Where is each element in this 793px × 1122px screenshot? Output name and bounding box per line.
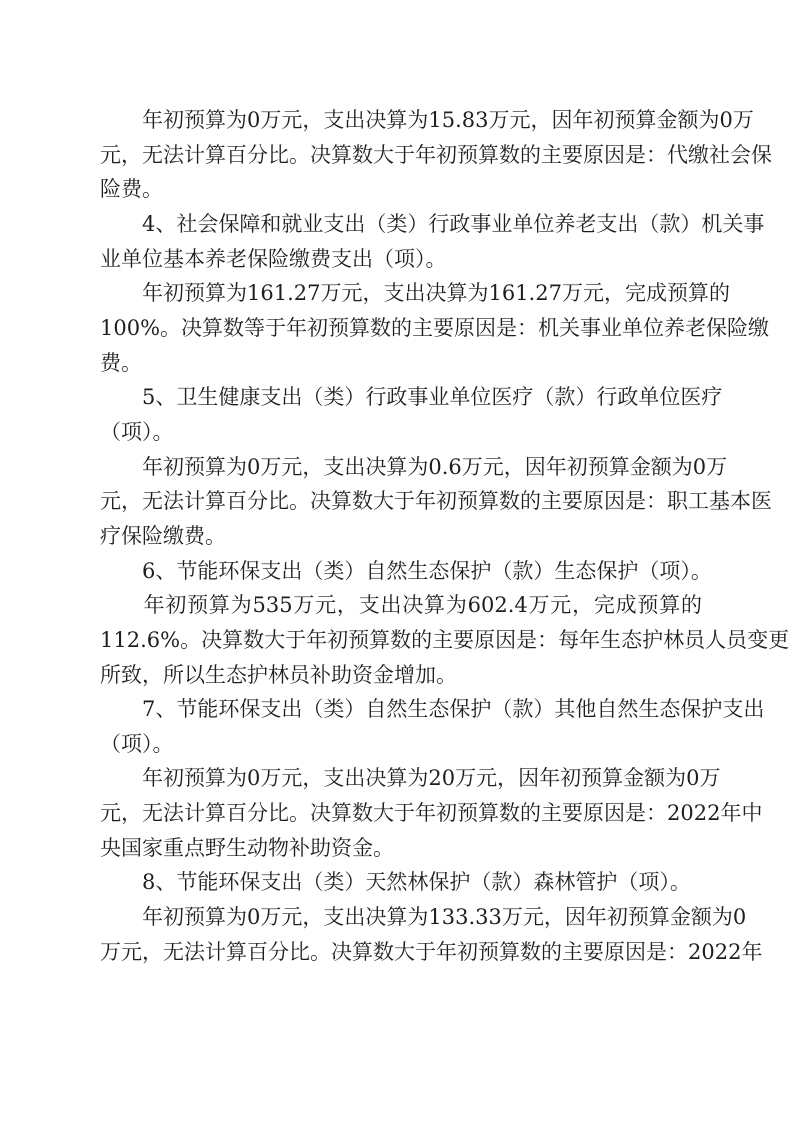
heading-item-5 <box>100 380 723 449</box>
text-line: 所致，所以生态护林员补助资金增加。 <box>100 662 457 687</box>
paragraph-item-6 <box>100 588 790 692</box>
text-line: 险费。 <box>100 177 163 202</box>
text-line: 万元，无法计算百分比。决算数大于年初预算数的主要原因是：2022年 <box>100 939 763 964</box>
text-line: 年初预算为0万元，支出决算为133.33万元，因年初预算金额为0 <box>100 905 747 930</box>
text-line: 年初预算为0万元，支出决算为15.83万元，因年初预算金额为0万 <box>100 108 754 132</box>
text-line: 疗保险缴费。 <box>100 523 226 548</box>
heading-item-7 <box>100 692 765 761</box>
text-line: 央国家重点野生动物补助资金。 <box>100 835 394 860</box>
text-line: （项）。 <box>100 731 174 756</box>
text-line: 112.6%。决算数大于年初预算数的主要原因是：每年生态护林员人员变更 <box>100 627 790 652</box>
text-line: 费。 <box>100 350 142 375</box>
text-line: 4、社会保障和就业支出（类）行政事业单位养老支出（款）机关事 <box>100 211 765 236</box>
heading-item-6 <box>100 554 712 589</box>
heading-item-4 <box>100 207 765 276</box>
paragraph-item-8 <box>100 900 763 969</box>
paragraph-item-4 <box>100 276 770 380</box>
text-line: 年初预算为0万元，支出决算为20万元，因年初预算金额为0万 <box>100 766 721 791</box>
text-line: 年初预算为0万元，支出决算为0.6万元，因年初预算金额为0万 <box>100 454 728 479</box>
text-line: 7、节能环保支出（类）自然生态保护（款）其他自然生态保护支出 <box>100 697 765 722</box>
text-line: 元，无法计算百分比。决算数大于年初预算数的主要原因是：代缴社会保 <box>100 142 772 167</box>
document-page <box>100 103 790 969</box>
text-line: 年初预算为161.27万元，支出决算为161.27万元，完成预算的 <box>100 281 730 306</box>
text-line: 年初预算为535万元，支出决算为602.4万元，完成预算的 <box>100 593 702 618</box>
paragraph-item-7 <box>100 761 763 865</box>
text-line: 5、卫生健康支出（类）行政事业单位医疗（款）行政单位医疗 <box>100 385 723 410</box>
paragraph-item-5 <box>100 450 772 554</box>
text-line: 业单位基本养老保险缴费支出（项）。 <box>100 246 447 271</box>
text-line: 100%。决算数等于年初预算数的主要原因是：机关事业单位养老保险缴 <box>100 315 770 340</box>
text-line: 8、节能环保支出（类）天然林保护（款）森林管护（项）。 <box>100 870 691 895</box>
text-line: 6、节能环保支出（类）自然生态保护（款）生态保护（项）。 <box>100 558 712 583</box>
heading-item-8 <box>100 865 702 900</box>
text-line: 元，无法计算百分比。决算数大于年初预算数的主要原因是：职工基本医 <box>100 489 772 514</box>
text-line: 元，无法计算百分比。决算数大于年初预算数的主要原因是：2022年中 <box>100 801 763 826</box>
paragraph-budget-social-insurance <box>100 103 772 207</box>
text-line: （项）。 <box>100 419 174 444</box>
